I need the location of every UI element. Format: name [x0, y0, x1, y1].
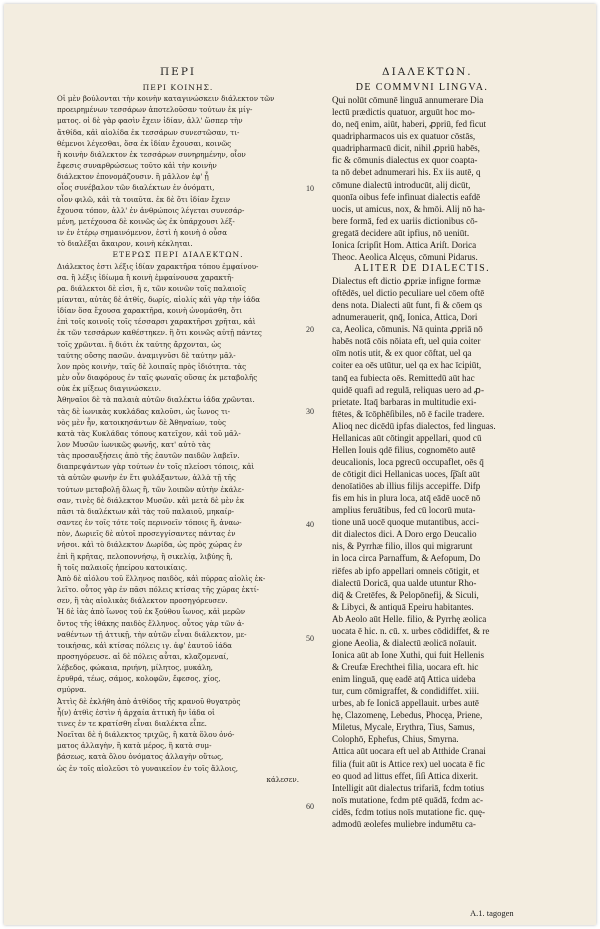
- text-line: ρα. διάλεκτοι δὲ εἰσι, ἢ ε, τῶν κοινῶν τοῖς παλαιοῖς: [57, 283, 246, 293]
- greek-catchword: κάλεσεν.: [266, 774, 299, 784]
- text-line: oīm notis utit, & ex quor cōftat, uel qa: [332, 348, 472, 359]
- text-line: Attica aūt uocara eft uel ab Atthide Cranai: [332, 746, 486, 757]
- text-line: nis, & Pyrrhæ filio, illos qui migrarunt: [332, 541, 473, 552]
- text-line: tanq̄ ea fubiecta oēs. Remittedū aūt hac: [332, 372, 475, 383]
- text-line: ca, Aeolica, cōmunis. Nā quinta ꝓpriā nō: [332, 324, 483, 335]
- text-line: θέμενοι λέγεσθαι, ὅσα ἐκ ἰδίαν ἔχουσαι, κοινῶς: [57, 138, 232, 148]
- latin-heading-dialects: ALITER DE DIALECTIS.: [353, 262, 491, 274]
- text-line: τούτων μεταβολῇ ὅλως ἢ, τῶν λοιπῶν αὐτὴν ἐκάλε-: [57, 484, 244, 494]
- greek-heading-dialects: ΕΤΕΡΩΣ ΠΕΡΙ ΔΙΑΛΕΚΤΩΝ.: [112, 250, 244, 260]
- line-number: 60: [306, 802, 314, 811]
- greek-paragraph-common: [57, 93, 299, 249]
- text-line: ναθέντων τῇ ἀττικῇ, τὴν αὐτῶν εἶναι διάλεκτον, με-: [57, 629, 247, 639]
- text-line: ἐπὶ ἢ κρῆτας, πελοποννήσῳ, ἢ σικελίᾳ, λιβύης ἢ,: [57, 551, 233, 561]
- text-line: λεῖτο. οὗτος γὰρ ἐν πᾶσι πόλεις κτίσας τῆς χώρας ἐκτί-: [57, 585, 259, 595]
- text-line: ματος. οἱ δὲ γὰρ φασὶν ἔχειν ἰδίαν, ἀλλ' ὥσπερ τὴν: [57, 116, 243, 126]
- line-number: 50: [306, 634, 314, 643]
- text-line: μίανται, αὐτὰς δὲ ἀτθίς, δωρίς, αἰολίς κἀὶ γὰρ τὴν ἰάδα: [57, 294, 261, 304]
- text-line: ta nō debet adnumerari his. Ex iis autē, q: [332, 167, 481, 178]
- text-line: Theoc. Aeolica Alcęus, cōmuni Pidarus.: [332, 251, 478, 262]
- line-number: 40: [306, 520, 314, 529]
- text-line: ματος ἀλλαγὴν, ἢ κατὰ μέρος, ἢ κατὰ συμ-: [57, 741, 212, 751]
- text-line: Intelligit aūt dialectus trifariā, fcdm totius: [332, 782, 485, 793]
- text-line: de cōtigit dici Hellanicas uoces, ſ͠paſt aūt: [332, 469, 480, 479]
- text-line: ἢ κοινὴν διάλεκτον ἐκ τεσσάρων συνηρημένην, οἷον: [57, 149, 246, 159]
- text-line: ἦ(ν) ἀτθὶς ἐστὶν ἡ ἀρχαία ἀττικὴ ἣν ἰάδα οἱ: [57, 707, 215, 717]
- text-line: Διάλεκτος ἐστι λέξις ἰδίαν χαρακτῆρα τόπου ἐμφαίνου-: [57, 261, 259, 271]
- text-line: σα. ἢ λέξις ἰδίωμα ἢ κοινὴ ἐμφαίνουσα χαρακτῆ-: [57, 272, 234, 282]
- text-line: τὰς προσαυξήσεις ἀπὸ τῆς ἑαυτῶν παιδῶν λαβεῖν.: [57, 451, 240, 461]
- text-line: habēs notā cōis nōiata eft, uel quia coiter: [332, 336, 481, 347]
- text-line: προειρημένων τεσσάρων ἀποτελοῦσαν τούτων ἐκ μίγ-: [57, 105, 253, 115]
- text-line: Ab Aeolo aūt Helle. filio, & Pyrrhę æolica: [332, 613, 487, 624]
- text-line: Νοεῖται δὲ ἡ διάλεκτος τριχῶς, ἢ κατὰ ὅλου ὀνό-: [57, 730, 235, 740]
- text-line: fic & cōmunis dialectus ex quor coapta-: [332, 155, 478, 166]
- text-line: λέβεδος, φώκαια, πριήνη, μίλητος, μυκάλη,: [57, 663, 213, 673]
- text-line: ἢ τοῖς παλαιοῖς ἠπείρου κατοικίαις.: [57, 562, 188, 572]
- text-line: οἷον φιλῶ, κἀὶ τὰ τοιαῦτα. ἐκ δὲ ὅτι ἰδίαν ἔχειν: [57, 194, 231, 204]
- text-line: quadripharmacū dicit, nihil ꝓpriū habēs,: [332, 143, 480, 154]
- line-number: 10: [306, 184, 314, 193]
- text-line: Alioq nec dicēdū ipfas dialectos, fed linguas.: [332, 420, 496, 431]
- text-line: Dialectus eft dictio ꝓpriæ infigne formæ: [332, 276, 481, 286]
- text-line: filia (fuit aūt is Attice rex) uel uocata ē fic: [332, 758, 485, 769]
- text-line: ἰδίαν ὅσα ἔχουσα χαρακτῆρα, κοινὴ ὠνομάσθη, ὅτι: [57, 306, 242, 316]
- text-line: πᾶσι τὰ διαλέκτων κἀὶ τὰς τοῦ παλαιοῦ, μηκαίρ-: [57, 506, 235, 516]
- text-line: ἐρυθρά, τέως, σάμος, κολοφῶν, ἔφεσος, χίος,: [57, 674, 221, 684]
- text-line: ιν ἐν ἑτέρῳ σημαινόμενον, ἐστὶ ἡ κοινὴ ὁ οὖσα: [57, 228, 228, 238]
- greek-paragraph-dialects: [57, 261, 299, 774]
- text-line: ftētes, & īcōphēſibiles, nō ē facile tradere.: [332, 408, 485, 419]
- text-line: uocata ē hic. n. cū. x. urbes cōdidiffet, & re: [332, 625, 490, 636]
- latin-heading-common: DE COMMVNI LINGVA.: [355, 82, 489, 93]
- text-line: τὰς δὲ ἰωνικὰς κυκλάδας καλοῦσι, ὡς ἴωνος τι-: [57, 406, 231, 416]
- text-line: do, neq̄ enim, aiūt, haberi, ꝓpriū, fed ficut: [332, 119, 487, 130]
- text-line: quidē quafi ad regulā, reliquas uero ad ꝓ-: [332, 384, 484, 395]
- text-line: ἐπὶ τοῖς κοινοῖς τοῖς τέσσαρσι χαρακτῆρσι χρῆται, κἀὶ: [57, 317, 256, 327]
- text-line: admodū æolefes muliebre indumētu ca-: [332, 818, 476, 829]
- text-line: Hellanicas aūt cōtingit appellari, quod cū: [332, 432, 482, 443]
- text-line: cōmune dialectū introducūt, alij dicūt,: [332, 179, 471, 190]
- text-line: fis em his in plura loca, atq̄ eādē uocē nō: [332, 493, 481, 504]
- text-line: Ἡ δὲ ἰὰς ἀπὸ ἴωνος τοῦ ἐκ ξούθου ἴωνος, κἀὶ μερῶν: [57, 607, 246, 617]
- text-line: gione Aeolia, & dialectū æolicā noīauit.: [332, 637, 477, 648]
- text-line: Ἀττὶς δὲ ἐκλήθη ἀπὸ ἀτθίδος τῆς κρανοῦ θυγατρὸς: [57, 696, 241, 706]
- text-line: urbes, ab fe Ionicā appellauit. urbes autē: [332, 698, 479, 709]
- text-line: τὰ αὐτῶν φωνὴν ἐν ἔτι φυλάξαντων, ἀλλὰ τῇ τῆς: [57, 473, 236, 483]
- text-line: coiter ea oēs utūtur, uel qa ex hac īcipiūt,: [332, 360, 482, 371]
- text-line: lectū prædictis quatuor, arguūt hoc mo-: [332, 107, 475, 118]
- text-line: in loca circa Parnaffum, & Aefopum, Do: [332, 553, 481, 564]
- text-line: Qui nolūt cōmunē linguā annumerare Dia: [332, 95, 484, 106]
- text-line: νὸς μὲν ἦν, κατοικησάντων δὲ Ἀθηναίων, τοὺς: [57, 417, 226, 427]
- text-line: Hellen Iouis qdē filius, cognomēto autē: [332, 444, 476, 455]
- text-line: tione unā uocē quoque mutantibus, acci-: [332, 517, 479, 528]
- text-line: Miletus, Mycale, Erythra, Tius, Samus,: [332, 722, 475, 733]
- latin-column: [332, 82, 512, 830]
- text-line: σεν, ἢ τὰς αἰολικὰς διάλεκτον προσηγόρευσεν.: [57, 596, 228, 606]
- text-line: διαπρεψάντων γὰρ τούτων ἐν τοῖς πλείοσι τόποις, κἀὶ: [57, 462, 255, 472]
- text-line: tur, cum cōmigraffet, & condidiffet. xiii.: [332, 686, 480, 697]
- text-line: οὐκ ἐκ μίξεως διαγινώσκειν.: [57, 384, 162, 394]
- text-line: ἔφεσις συναρθρώσεως τοῦτο κἀὶ τὴν κοινὴν: [57, 161, 217, 171]
- text-line: denoīatiōes ab illius filijs accepiffe. Difp: [332, 481, 481, 492]
- text-line: ἄτθίδα, κἀὶ αἰολίδα ἐκ τεσσάρων συνεστῶσαν, τι-: [57, 127, 240, 137]
- greek-column: [57, 82, 299, 785]
- text-line: οἷος συνέβαλον τῶν διαλέκτων ἐν ὀνόματι,: [57, 183, 215, 193]
- text-line: βάσεως, κατὰ ὅλου ὀνόματος ἀλλαγὴν οὕτως,: [57, 752, 224, 762]
- text-line: μὲν οὖν διαφόρους ἐν ταῖς φωναῖς οὔσας ἐκ μεταβολῆς: [57, 373, 258, 383]
- text-line: Ἀπὸ δὲ αἰόλου τοῦ ἕλληνος παιδὸς, κἀὶ πύρρας αἰολὶς ἐκ-: [57, 573, 266, 583]
- line-number: 20: [306, 325, 314, 334]
- text-line: bere formā, fed ex uariis dictionibus cō-: [332, 215, 478, 226]
- latin-paragraph-dialects: [332, 275, 512, 830]
- text-line: dialectū Doricā, qua ualde utuntur Rho-: [332, 577, 477, 588]
- text-line: prietate. Itaq̄ barbaras in multitudie exi-: [332, 396, 477, 407]
- text-line: adnumerauerit, qnq̄, Ionica, Attica, Dori: [332, 312, 478, 323]
- text-line: ἔχουσα τόπον, ἀλλ' ἐν ἀνθρώποις λέγεται συνεσάρ-: [57, 205, 245, 215]
- text-line: cidēs, fcdm totius noīs mutatione fic. quę-: [332, 806, 486, 817]
- text-line: ὄντος τῆς ἰθάκης παιδὸς ἕλληνος. οὗτος γὰρ τῶν ἀ-: [57, 618, 245, 628]
- text-line: ὡς ἐν τοῖς αἰολεῦσι τὸ γυναικεῖον ἐν τοῖς ἄλλοις,: [57, 763, 239, 773]
- text-line: ἐκ τῶν τεσσάρων καθέστηκεν. ἢ ὅτι κοινῶς αὐτῇ πάντες: [57, 328, 262, 338]
- text-line: & Libyci, & antiquā Epeiru habitantes.: [332, 601, 474, 612]
- text-line: τὸ διαλέξαι ἄκαιρον, κοινὴ κέκληται.: [57, 239, 193, 249]
- text-line: νήσοι. κἀὶ τὸ διάλεκτον Δωρίδα, ὡς πρὸς χώρας ἐν: [57, 540, 243, 550]
- text-line: πὸν, Δωριεῖς δὲ αὐτοῖ προσεγγίσαντες πάντας ἐν: [57, 529, 236, 539]
- text-line: quadripharmacos uis ex quatuor cōstās,: [332, 131, 476, 142]
- latin-paragraph-common: [332, 94, 512, 263]
- text-line: κατὰ τὰς Κυκλάδας τόπους κατεῖχον, κἀὶ τοῦ μᾶλ-: [57, 428, 241, 438]
- text-line: eo quod ad littus effet, ſiſi Attica dixerit.: [332, 770, 479, 781]
- text-line: τινες ἐν τε κρατίσθη εἶναι διαλέκτα εἶπε.: [57, 718, 207, 728]
- text-line: amplius feruātibus, fed cū locorū muta-: [332, 505, 476, 516]
- text-line: τοῖς χρῶνται. ἢ διότι ἐκ ταύτης ἄρχονται, ὡς: [57, 339, 222, 349]
- text-line: Ionica ſcripſit Hom. Attica Ariſt. Dorica: [332, 239, 477, 250]
- text-line: σμύρνα.: [57, 685, 87, 695]
- text-line: gregatā decidere aūt ipfius, nō ueniūt.: [332, 227, 470, 238]
- text-line: dit dialectos dici. A Doro ergo Deucalio: [332, 529, 477, 540]
- line-number: 30: [306, 407, 314, 416]
- running-head-left: ΠΕΡΙ: [160, 66, 197, 78]
- text-line: λον Μυσῶν ἰωνικῶς φωνῆς, κατ' αὐτὸ τὰς: [57, 440, 211, 449]
- text-line: σαν, τινὲς δὲ διάλεκτον Μυσῶν. κἀὶ μετὰ δὲ μὲν ἐκ: [57, 495, 245, 505]
- text-line: dens nota. Dialecti aūt funt, fi & cōem qs: [332, 300, 483, 311]
- text-line: σαντες ἐν τοῖς τότε τοῖς περινοεῖν τόποις ἢ, ἀναω-: [57, 518, 242, 528]
- text-line: Ionica aūt ab Ione Xuthi, qui fuit Hellenis: [332, 649, 485, 660]
- text-line: hę, Clazomenę, Lebedus, Phocęa, Priene,: [332, 710, 483, 721]
- text-line: Colophō, Ephefus, Chius, Smyrna.: [332, 734, 459, 745]
- text-line: & Creufæ Erechthei filia, uocara eft. hic: [332, 662, 479, 672]
- text-line: quonīa oibus fefe infinuat dialectis eafdē: [332, 191, 481, 202]
- text-line: uocis, ut amicus, nox, & hmōi. Alij nō ha-: [332, 203, 486, 214]
- latin-catchword: A.1. tagogen: [470, 908, 514, 918]
- text-line: enim linguā, quę eadē atq̄ Attica uideba: [332, 674, 476, 685]
- text-line: noīs mutatione, fcdm ptē quādā, fcdm ac-: [332, 794, 484, 805]
- text-line: riēfes ab ipfo appellari omneis cōtigit, et: [332, 565, 480, 576]
- text-line: προσηγόρευσε. αἱ δὲ πόλεις αὗται, κλαζομεναί,: [57, 651, 229, 661]
- text-line: diq̄ & Cretēfes, & Pelopōnefij, & Siculi,: [332, 589, 479, 600]
- text-line: Οἱ μὲν βούλονται τὴν κοινὴν καταγινώσκειν διάλεκτον τῶν: [57, 94, 275, 104]
- text-line: λον πρὸς κοινὴν, ταῖς δὲ λοιπαῖς πρὸς ἰδιότητα. τὰς: [57, 361, 247, 371]
- text-line: deucalionis, loca pgrecū occupaflet, oēs q̄: [332, 456, 484, 467]
- running-head-right: ΔΙΑΛΕΚΤΩΝ.: [382, 66, 473, 78]
- text-line: Ἀθηναῖοι δὲ τὰ παλαιὰ αὐτῶν διαλέκτω ἰάδα χρῶνται.: [57, 395, 255, 405]
- text-line: διάλεκτον ἐπονομάζουσιν. ἢ μᾶλλον ἐφ' ᾗ: [57, 172, 209, 182]
- text-line: ταύτης οὔσης πασῶν. ἀναμιγνῦσι δὲ ταύτην μᾶλ-: [57, 350, 236, 360]
- text-line: oftēdēs, uel dictio peculiare uel cōem oftē: [332, 288, 485, 299]
- greek-heading-common: ΠΕΡΙ ΚΟΙΝΗΣ.: [142, 83, 214, 92]
- text-line: τοικήσας, κἀὶ κτίσας πόλεις ιγ. ἀφ' ἑαυτοῦ ἰάδα: [57, 640, 232, 650]
- text-line: μένη, μετέχουσα δὲ κοινῶς ὡς ἐκ ὑπάρχουσι λέξ-: [57, 216, 235, 226]
